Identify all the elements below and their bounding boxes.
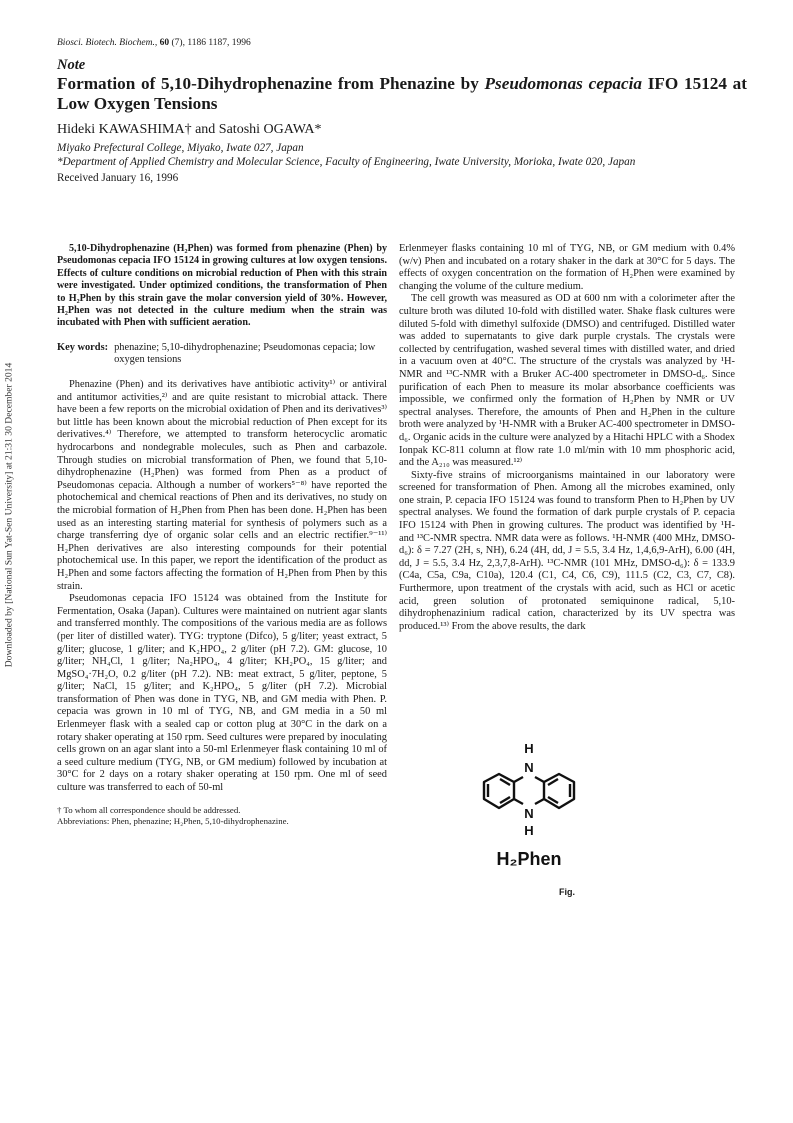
paragraph-results: Sixty-five strains of microorganisms maintained in our laboratory were screened for transformation of Phen. Among all the microbes examined, only one strain, P. cepacia IFO 15124 was found to transform Phen to H₂Phen by UV spectral analyses. We found the formation of dark purple crystals of P. cepacia IFO 15124 with Phen in growing cultures. The product was identified by ¹H- and ¹³C-NMR spectra. NMR data were as follows. ¹H-NMR (400 MHz, DMSO-d₆): δ = 7.27 (2H, s, NH), 6.24 (4H, dd, J = 5.5, 3.4 Hz, 1,4,6,9-ArH), 6.00 (4H, dd, J = 5.5, 3.4 Hz, 2,3,7,8-ArH). ¹³C-NMR (101 MHz, DMSO-d₆): δ = 133.9 (C4a, C5a, C9a, C10a), 120.4 (C1, C4, C6, C9), 111.5 (C2, C3, C7, C8). Furthermore, upon treatment of the crystals with acid, such as HCl or acetic acid, green solution of protonated semiquinone radical, 5,10-dihydrophenazinium radical cation, characterized by its UV spectra was produced.¹³⁾ From the above results, the dark [399,469,735,632]
atom-h-bottom: H [524,823,534,839]
structure-figure [399,635,735,900]
download-note: Downloaded by [National Sun Yat-Sen University] at 21:31 30 December 2014 [3,362,15,668]
methods-paragraph: Pseudomonas cepacia IFO 15124 was obtained from the Institute for Fermentation, Osaka (Japan). Cultures were maintained on nutrient agar slants and transferred monthly. The compositions of the various media are as follows (per liter of distilled water). TYG: tryptone (Difco), 5 g/liter; yeast extract, 5 g/liter; glucose, 1 g/liter; and K₂HPO₄, 2 g/liter (pH 7.2). GM: glucose, 10 g/liter; NH₄Cl, 1 g/liter; Na₂HPO₄, 4 g/liter; KH₂PO₄, 15 g/liter; and MgSO₄·7H₂O, 0.2 g/liter (pH 7.2). NB: meat extract, 5 g/liter, peptone, 5 g/liter; NaCl, 15 g/liter; and K₂HPO₄, 5 g/liter (pH 7.2). Microbial transformation of Phen was done in TYG, NB, and GM media with Phen. P. cepacia was grown in 10 ml of TYG, NB, and GM media in a 50 ml Erlenmeyer flask with a sealed cap or cotton plug at 30°C in the dark on a rotary shaker operating at 150 rpm. Seed cultures were prepared by inoculating cells grown on an agar slant into a 50-ml Erlenmeyer flask containing 10 ml of a seed culture medium (TYG, NB, or GM medium) followed by incubation at 30°C for 2 days on a rotary shaker operating at 150 rpm. One ml of seed culture was transferred to each of 50-ml [57,593,387,794]
keywords-label: Key words: [57,341,109,353]
h2phen-structure-diagram [399,635,735,885]
keywords-text: phenazine; 5,10-dihydrophenazine; Pseudomonas cepacia; low oxygen tensions [114,341,376,366]
left-column [57,243,387,827]
paragraph-analysis: The cell growth was measured as OD at 600 nm with a colorimeter after the culture broth was diluted 10-fold with distilled water. Shake flask cultures were diluted 5-fold with dimethyl sulfoxide (DMSO) and centrifuged. Distilled water was added to supernatants to give dark purple crystals. The crystals were collected by centrifugation, washed several times with distilled water, and dried in a vacuum oven at 40°C. The structure of the crystals was analyzed by ¹H-NMR and ¹³C-NMR with a Bruker AC-400 spectrometer in DMSO-d₆. Since purification of each Phen to measure its molar absorbance coefficients was impossible, we confirmed only the formation of H₂Phen by NMR or UV spectral analyses. Therefore, the amounts of Phen and H₂Phen in the culture broth were analyzed by ¹H-NMR with a Bruker AC-400 spectrometer in DMSO-d₆. Organic acids in the culture were analyzed by a Hitachi HPLC with a Shodex Ionpak KC-811 column at flow rate 1.0 ml/min with 10 mm phosphoric acid, and the A₂₁₀ was measured.¹²⁾ [399,293,735,469]
correspondence-footnote: † To whom all correspondence should be addressed. [57,804,241,815]
abstract: 5,10-Dihydrophenazine (H₂Phen) was formed from phenazine (Phen) by Pseudomonas cepacia IFO 15124 in growing cultures at low oxygen tensions. Effects of culture conditions on microbial reduction of Phen with this strain were investigated. Under optimized conditions, the transformation of Phen to H₂Phen by this strain gave the molar conversion yield of 30%. However, H₂Phen was not detected in the culture medium when the strain was incubated with Phen with sufficient aeration. [57,243,387,329]
keywords [57,342,387,367]
atom-h-top: H [524,741,534,757]
abbreviations-footnote: Abbreviations: Phen, phenazine; H₂Phen, 5,10-dihydrophenazine. [57,815,289,826]
compound-name: H₂Phen [496,849,562,870]
article-type: Note [57,56,86,73]
article-title: Formation of 5,10-Dihydrophenazine from Phenazine by Pseudomonas cepacia IFO 15124 at Low Oxygen Tensions [57,74,748,114]
atom-n-top: N [524,760,534,776]
received-date: Received January 16, 1996 [57,171,179,184]
footnotes [57,805,387,827]
paragraph-continued: Erlenmeyer flasks containing 10 ml of TYG, NB, or GM medium with 0.4% (w/v) Phen and incubated on a rotary shaker in the dark at 30°C for 5 days. The effects of oxygen concentration on the formation of H₂Phen were examined by changing the volume of the culture medium. [399,243,735,292]
right-column [399,243,735,900]
intro-paragraph: Phenazine (Phen) and its derivatives have antibiotic activity¹⁾ or antiviral and antitumor activities,²⁾ and are quite resistant to microbial attack. There have been a few reports on the microbial oxidation of Phen and its derivatives³⁾ but little has been known about the microbial reduction of Phen except for its derivatives.⁴⁾ Therefore, we attempted to transform heterocyclic aromatic hydrocarbons and nondegrable molecules, such as Phen and carbazole. Through studies on microbial transformation of Phen, we found that 5,10-dihydrophenazine (H₂Phen) was formed from Phen as a product of Pseudomonas cepacia. Although a number of workers⁵⁻⁸⁾ have reported the photochemical and chemical reactions of Phen and its derivatives, no study on the microbial formation of H₂Phen from Phen has been done. H₂Phen has been used as an interesting starting material for synthesis of polymers such as a charge transferring dye of organic solar cells and an electric rectifier.⁹⁻¹¹⁾ H₂Phen derivatives are also interesting compounds for their potential photochemical use. In this paper, we report the identification of the product as H₂Phen and some factors affecting the formation of H₂Phen from Phen by this strain. [57,379,387,592]
journal-citation: Biosci. Biotech. Biochem., 60 (7), 1186 1187, 1996 [57,38,251,48]
affiliation-1: Miyako Prefectural College, Miyako, Iwate 027, Japan [57,141,304,154]
download-watermark [2,345,16,685]
article-header [57,37,747,184]
authors: Hideki KAWASHIMA† and Satoshi OGAWA* [57,122,322,138]
affiliation-2: *Department of Applied Chemistry and Molecular Science, Faculty of Engineering, Iwate University, Morioka, Iwate 020, Japan [57,156,636,169]
figure-label: Fig. [559,887,575,898]
atom-n-bottom: N [524,806,534,822]
